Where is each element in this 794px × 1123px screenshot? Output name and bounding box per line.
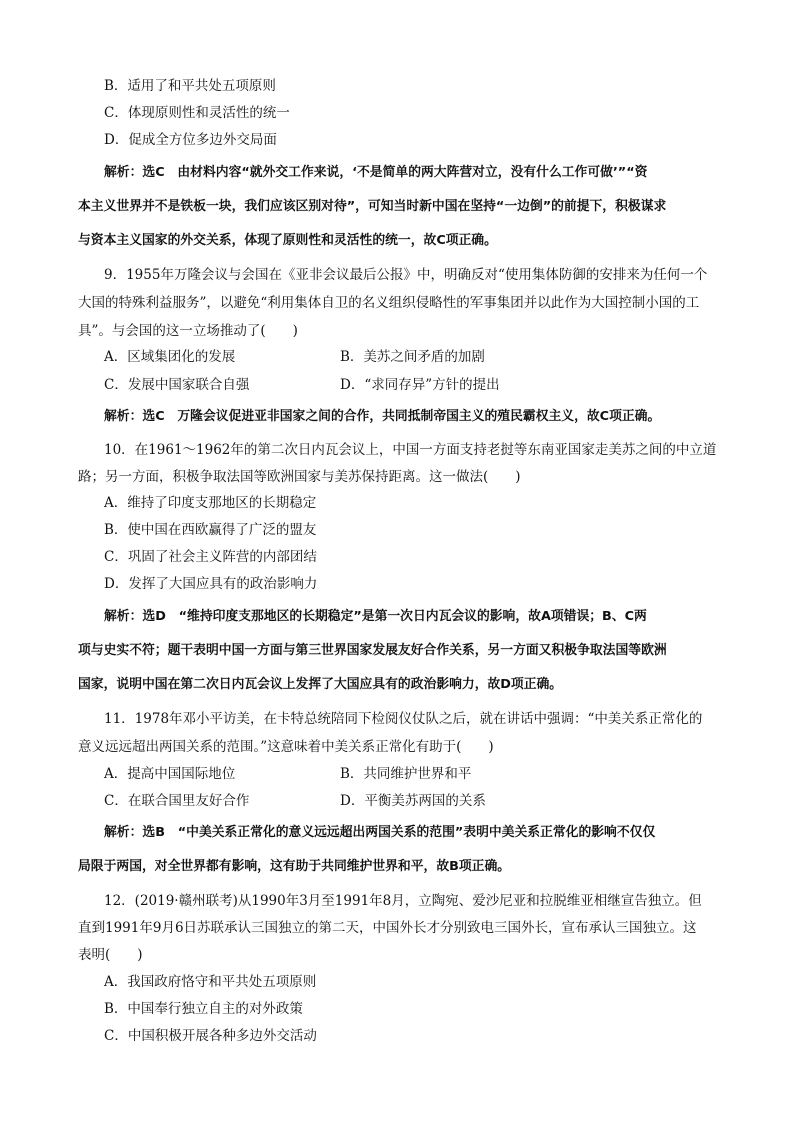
text-line: 大国的特殊利益服务”，以避免“利用集体自卫的名义组织侵略性的军事集团并以此作为大国控制小国的工 bbox=[78, 295, 700, 311]
text-line: 解析：选C 由材料内容“就外交工作来说，‘不是简单的两大阵营对立，没有什么工作可做’”“资 bbox=[104, 165, 648, 180]
text-line: 12．(2019·赣州联考)从1990年3月至1991年8月，立陶宛、爱沙尼亚和拉脱维亚相继宣告独立。但 bbox=[104, 893, 702, 909]
text-line: 11．1978年邓小平访美，在卡特总统陪同下检阅仪仗队之后，就在讲话中强调：“中美关系正常化的 bbox=[104, 711, 703, 727]
text-line: 具”。与会国的这一立场推动了( ) bbox=[78, 323, 298, 339]
text-line: B．美苏之间矛盾的加剧 bbox=[340, 349, 485, 365]
text-line: C．在联合国里友好合作 bbox=[104, 793, 250, 809]
text-line: 10．在1961～1962年的第二次日内瓦会议上，中国一方面支持老挝等东南亚国家走美苏之间的中立道 bbox=[104, 442, 717, 458]
text-line: B．适用了和平共处五项原则 bbox=[104, 78, 276, 94]
text-line: C．巩固了社会主义阵营的内部团结 bbox=[104, 549, 317, 565]
text-line: 解析：选C 万隆会议促进亚非国家之间的合作，共同抵制帝国主义的殖民霸权主义，故C项正确。 bbox=[104, 409, 661, 424]
text-line: B．中国奉行独立自主的对外政策 bbox=[104, 1001, 303, 1017]
text-line: 与资本主义国家的外交关系，体现了原则性和灵活性的统一，故C项正确。 bbox=[78, 233, 497, 248]
text-line: 意义远远超出两国关系的范围。”这意味着中美关系正常化有助于( ) bbox=[78, 739, 494, 755]
text-line: 直到1991年9月6日苏联承认三国独立的第二天，中国外长才分别致电三国外长，宣布承认三国独立。这 bbox=[78, 920, 697, 936]
text-line: C．发展中国家联合自强 bbox=[104, 377, 250, 393]
text-line: A．维持了印度支那地区的长期稳定 bbox=[104, 495, 317, 511]
text-line: A．区域集团化的发展 bbox=[104, 349, 236, 365]
text-line: B．使中国在西欧赢得了广泛的盟友 bbox=[104, 522, 317, 538]
text-line: 国家，说明中国在第二次日内瓦会议上发挥了大国应具有的政治影响力，故D项正确。 bbox=[78, 677, 563, 692]
text-line: D．发挥了大国应具有的政治影响力 bbox=[104, 576, 318, 592]
text-line: 路；另一方面，积极争取法国等欧洲国家与美苏保持距离。这一做法( ) bbox=[78, 469, 521, 485]
text-line: C．体现原则性和灵活性的统一 bbox=[104, 105, 290, 121]
text-line: 表明( ) bbox=[78, 947, 143, 963]
text-line: 解析：选B “中美关系正常化的意义远远超出两国关系的范围”表明中美关系正常化的影响不仅仅 bbox=[104, 825, 656, 840]
text-line: B．共同维护世界和平 bbox=[340, 766, 472, 782]
text-line: D．促成全方位多边外交局面 bbox=[104, 132, 277, 148]
text-line: 项与史实不符；题干表明中国一方面与第三世界国家发展友好合作关系，另一方面又积极争取法国等欧洲 bbox=[78, 643, 667, 658]
text-line: 解析：选D “维持印度支那地区的长期稳定”是第一次日内瓦会议的影响，故A项错误；B、C两 bbox=[104, 609, 647, 624]
text-line: 9．1955年万隆会议与会国在《亚非会议最后公报》中，明确反对“使用集体防御的安排来为任何一个 bbox=[104, 267, 708, 283]
text-line: C．中国积极开展各种多边外交活动 bbox=[104, 1028, 317, 1044]
text-line: A．提高中国国际地位 bbox=[104, 766, 236, 782]
text-line: D．平衡美苏两国的关系 bbox=[340, 793, 486, 809]
text-line: A．我国政府恪守和平共处五项原则 bbox=[104, 974, 317, 990]
text-line: 局限于两国，对全世界都有影响，这有助于共同维护世界和平，故B项正确。 bbox=[78, 859, 511, 874]
text-line: D．“求同存异”方针的提出 bbox=[340, 377, 500, 393]
text-line: 本主义世界并不是铁板一块，我们应该区别对待”，可知当时新中国在坚持“一边倒”的前提下，积极谋求 bbox=[78, 199, 667, 214]
